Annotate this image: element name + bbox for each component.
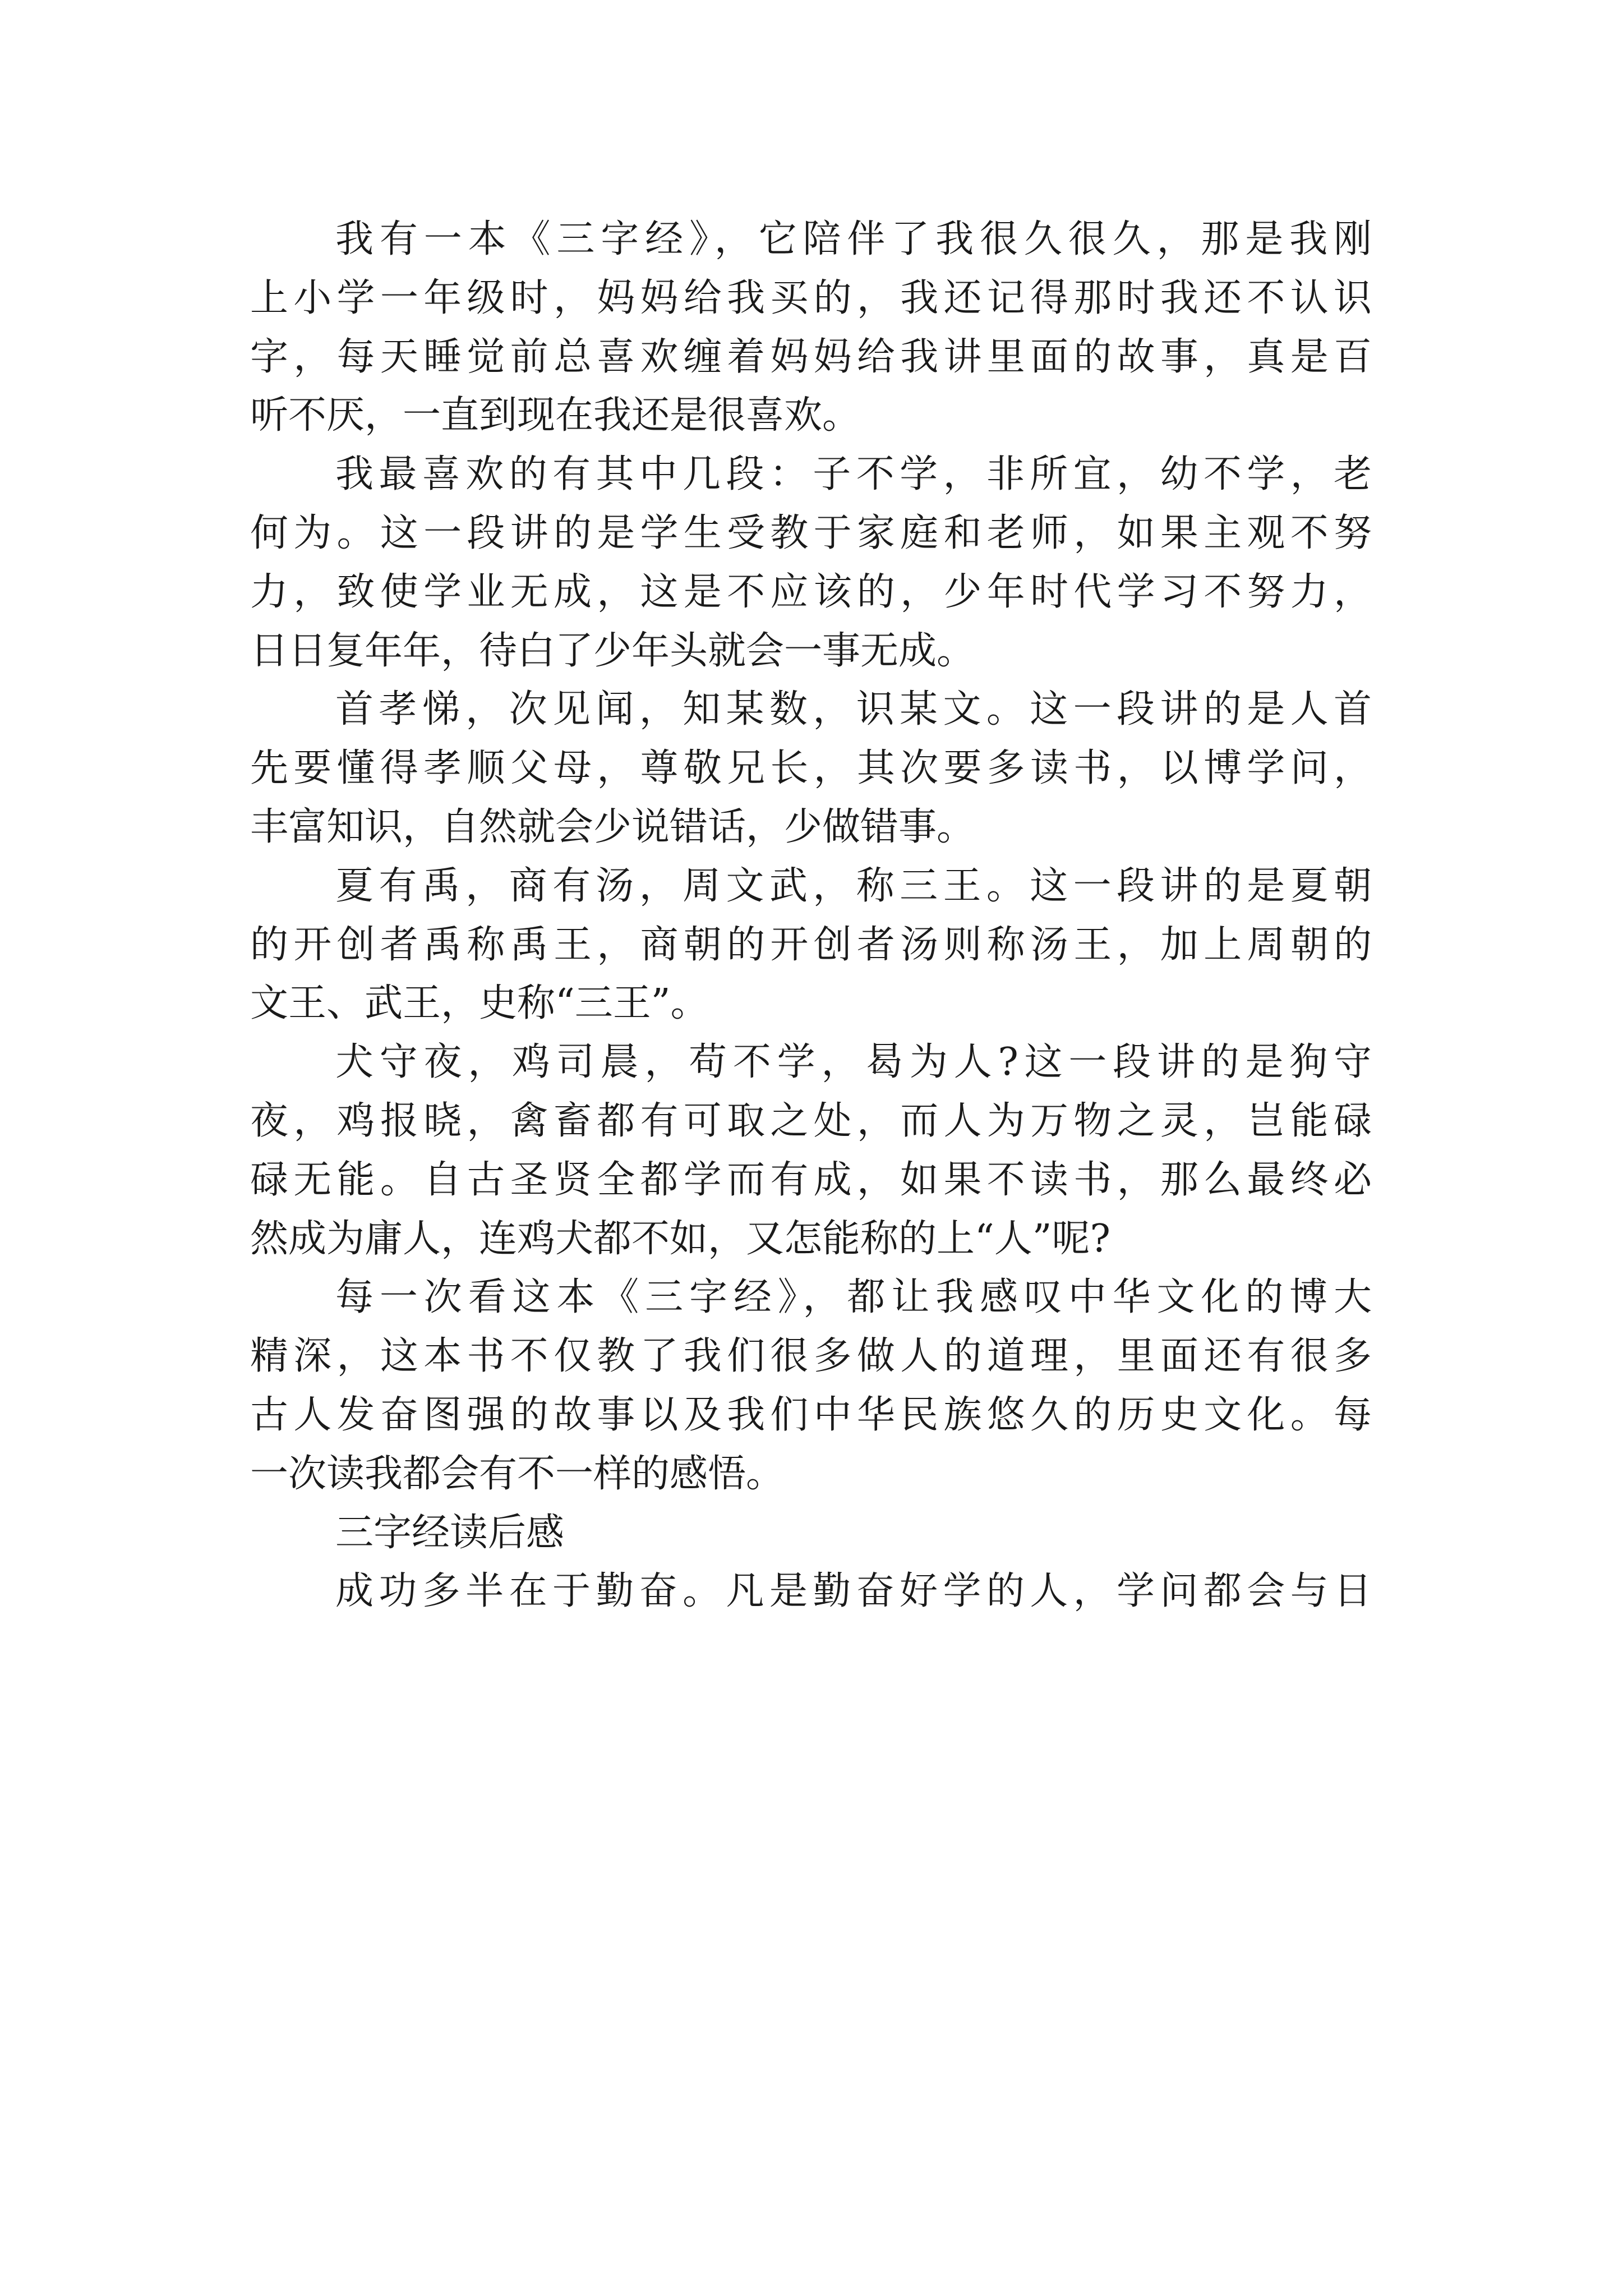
text-line: 力，致使学业无成，这是不应该的，少年时代学习不努力， <box>250 569 1372 614</box>
text-line: 丰富知识，自然就会少说错话，少做错事。 <box>250 804 975 849</box>
text-line: 夏有禹，商有汤，周文武，称三王。这一段讲的是夏朝 <box>335 863 1372 908</box>
text-line: 夜，鸡报晓，禽畜都有可取之处，而人为万物之灵，岂能碌 <box>250 1098 1372 1143</box>
text-line: 首孝悌，次见闻，知某数，识某文。这一段讲的是人首 <box>335 687 1372 732</box>
text-line: 犬守夜，鸡司晨，苟不学，曷为人?这一段讲的是狗守 <box>335 1040 1372 1085</box>
text-line: 一次读我都会有不一样的感悟。 <box>250 1451 785 1496</box>
text-line: 文王、武王，史称“三王”。 <box>250 981 709 1026</box>
document-body <box>250 210 1372 1621</box>
text-line: 日日复年年，待白了少年头就会一事无成。 <box>250 628 975 673</box>
text-line: 何为。这一段讲的是学生受教于家庭和老师，如果主观不努 <box>250 510 1372 555</box>
text-line: 我最喜欢的有其中几段：子不学，非所宜，幼不学，老 <box>335 452 1372 497</box>
text-line: 听不厌，一直到现在我还是很喜欢。 <box>250 393 861 438</box>
text-line: 字，每天睡觉前总喜欢缠着妈妈给我讲里面的故事，真是百 <box>250 334 1372 379</box>
text-line: 先要懂得孝顺父母，尊敬兄长，其次要多读书，以博学问， <box>250 746 1372 791</box>
text-line: 上小学一年级时，妈妈给我买的，我还记得那时我还不认识 <box>250 275 1372 320</box>
text-line: 每一次看这本《三字经》，都让我感叹中华文化的博大 <box>335 1275 1372 1320</box>
text-line: 成功多半在于勤奋。凡是勤奋好学的人，学问都会与日 <box>335 1569 1372 1614</box>
text-line: 的开创者禹称禹王，商朝的开创者汤则称汤王，加上周朝的 <box>250 922 1372 967</box>
text-line: 古人发奋图强的故事以及我们中华民族悠久的历史文化。每 <box>250 1392 1372 1437</box>
text-line: 然成为庸人，连鸡犬都不如，又怎能称的上“人”呢? <box>250 1216 1110 1261</box>
text-line: 我有一本《三字经》，它陪伴了我很久很久，那是我刚 <box>335 217 1372 261</box>
text-line: 碌无能。自古圣贤全都学而有成，如果不读书，那么最终必 <box>250 1157 1372 1202</box>
text-line: 三字经读后感 <box>335 1510 565 1555</box>
text-line: 精深，这本书不仅教了我们很多做人的道理，里面还有很多 <box>250 1334 1372 1379</box>
